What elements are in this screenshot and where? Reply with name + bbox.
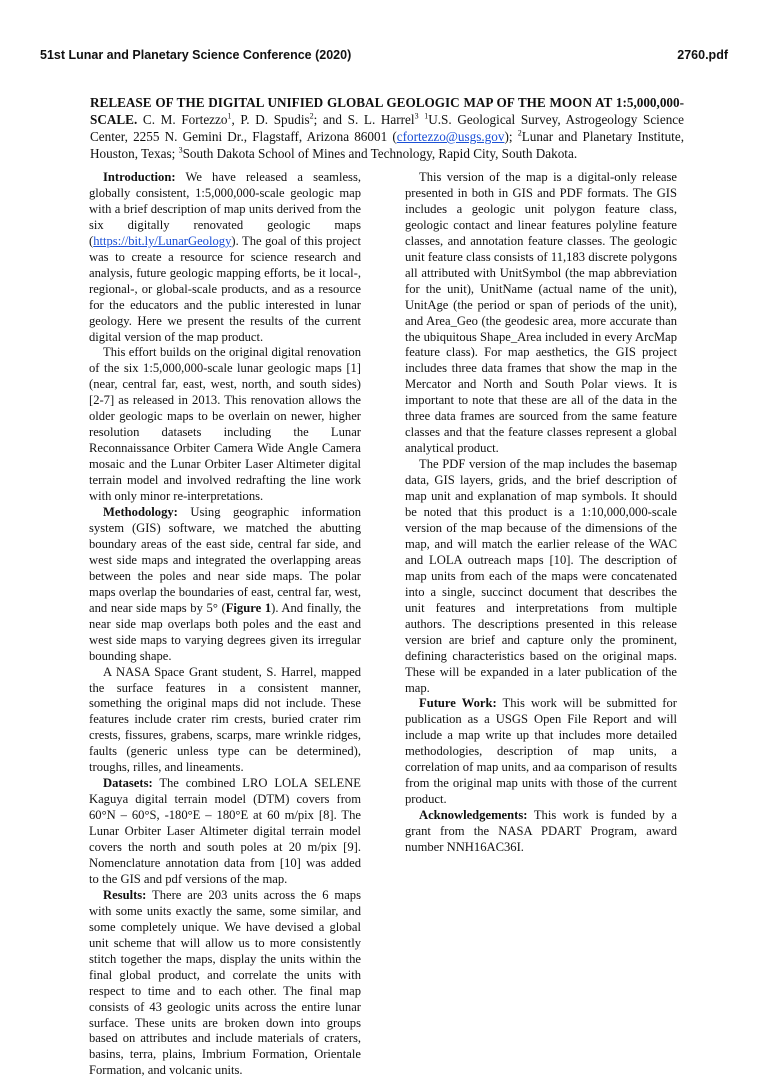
methodology-text-end: ). And finally, the near side map overlaps both poles and the east and west side maps to varying degrees given its irregular bounding shape. xyxy=(89,600,361,663)
author-3-affiliation-mark: 3 xyxy=(414,111,419,121)
author-2: , P. D. Spudis xyxy=(231,112,310,127)
acknowledgements-paragraph xyxy=(405,808,677,856)
affiliation-3-mark: 3 xyxy=(178,145,183,155)
future-work-heading: Future Work: xyxy=(419,696,497,711)
paper-title: RELEASE OF THE DIGITAL UNIFIED GLOBAL GEOLOGIC MAP OF THE MOON AT 1:5,000,000-SCALE. xyxy=(90,95,684,127)
datasets-heading: Datasets: xyxy=(103,776,153,791)
right-column xyxy=(405,170,677,856)
datasets-text: The combined LRO LOLA SELENE Kaguya digital terrain model (DTM) covers from 60°N – 60°S, -180°E – 180°E at 60 m/pix [8]. The Lunar Orbiter Laser Altimeter digital terrain model covers the north and south poles at 20 m/pix [9]. Nomenclature annotation data from [10] was added to the GIS and pdf versions of the map. xyxy=(89,776,361,886)
affiliation-3: South Dakota School of Mines and Technology, Rapid City, South Dakota. xyxy=(182,146,578,161)
results-heading: Results: xyxy=(103,887,147,902)
future-work-text: This work will be submitted for publication as a USGS Open File Report and will include a map write up that includes more detailed methodologies, description of map units, a correlation of map units, and aa comparison of results from the original map units with those of the current product. xyxy=(405,696,677,807)
pdf-version-paragraph: The PDF version of the map includes the basemap data, GIS layers, grids, and the brief description of map unit and explanation of map symbols. It should be noted that this product is a 1:10,000,000-scale version of the map because of the dimensions of the map, and will match the earlier release of the WAC and LOLA outreach maps [10]. The description of map units from each of the maps were concatenated into a single, succinct document that describes the unit features and interpretations from multiple authors. The descriptions presented in this release version are brief and capture only the prominent, defining characteristics based on the original maps. These will be expanded in a later publication of the map. xyxy=(405,457,677,695)
introduction-text-end: ). The goal of this project was to create a resource for science research and analysis, future geologic mapping efforts, be it local-, regional-, or global-scale products, and as a resource for the educators and the public interested in lunar geology. Here we present the results of the current digital version of the map product. xyxy=(89,233,361,344)
conference-name: 51st Lunar and Planetary Science Conference (2020) xyxy=(40,48,352,62)
datasets-paragraph xyxy=(89,776,361,888)
introduction-heading: Introduction: xyxy=(103,170,176,184)
affiliation-1: U.S. Geological Survey, Astrogeology Science Center, 2255 N. Gemini Dr., Flagstaff, Arizona 86001 ( xyxy=(90,112,684,144)
methodology-text: Using geographic information system (GIS) software, we matched the abutting boundary areas of the east side, central far side, and west side maps and integrated the overlapping areas between the poles and near side maps. The polar maps overlap the boundaries of east, central far, west, and near side maps by 5° ( xyxy=(89,505,361,615)
affiliation-2: Lunar and Planetary Institute, Houston, Texas; xyxy=(90,129,684,161)
author-1-affiliation-mark: 1 xyxy=(227,111,232,121)
acknowledgements-text: This work is funded by a grant from the NASA PDART Program, award number NNH16AC36I. xyxy=(405,808,677,855)
affiliation-2-mark: 2 xyxy=(517,128,522,138)
author-1: C. M. Fortezzo xyxy=(137,112,228,127)
introduction-text: We have released a seamless, globally consistent, 1:5,000,000-scale geologic map with a brief description of map units derived from the six digitally renovated geologic maps ( xyxy=(89,170,361,248)
methodology-paragraph xyxy=(89,505,361,665)
acknowledgements-heading: Acknowledgements: xyxy=(419,808,528,823)
figure-1-reference: Figure 1 xyxy=(225,600,272,615)
results-text: There are 203 units across the 6 maps with some units exactly the same, some similar, and some completely unique. We have devised a global unit scheme that will allow us to more consistently stitch together the maps, display the units within the final global product, and correlate the units with respect to time and to each other. The final map consists of 43 geologic units across the entire lunar surface. These units are broken down into groups based on attributes and include materials of craters, basins, terra, plains, Imbrium Formation, Orientale Formation, and volcanic units. xyxy=(89,887,361,1078)
affiliation-1-end: ); xyxy=(504,129,518,144)
space-grant-paragraph: A NASA Space Grant student, S. Harrel, mapped the surface features in a consistent manner, something the original maps did not include. These features include crater rim crests, buried crater rim crests, fissures, grabens, scarps, mare wrinkle ridges, faults (generic unless type can be determined), troughs, rilles, and lineaments. xyxy=(89,664,361,775)
introduction-paragraph xyxy=(89,170,361,345)
author-email-link[interactable]: cfortezzo@usgs.gov xyxy=(396,129,505,144)
title-block xyxy=(90,94,684,162)
file-name: 2760.pdf xyxy=(677,48,728,62)
results-paragraph xyxy=(89,888,361,1079)
left-column xyxy=(89,170,361,1079)
affiliation-1-mark: 1 xyxy=(424,111,429,121)
future-work-paragraph xyxy=(405,696,677,808)
release-version-paragraph: This version of the map is a digital-only release presented in both in GIS and PDF formats. The GIS includes a geologic unit polygon feature class, geologic contact and linear features polyline feature classes, and annotation feature classes. The geologic unit feature class consists of 11,183 discrete polygons all attributed with UnitSymbol (the map abbreviation for the unit), UnitName (actual name of the unit), UnitAge (the period or span of periods of the unit), and Area_Geo (the geodesic area, more accurate than the ubiquitous Shape_Area included in every ArcMap feature class). For map aesthetics, the GIS project includes three data frames that show the map in the Mercator and North and South Polar views. It is important to note that these are all of the data in the three data frames are sourced from the same feature classes and that the feature classes represent a global analytical product. xyxy=(405,170,677,456)
lunar-geology-link[interactable]: https://bit.ly/LunarGeology xyxy=(93,233,232,248)
author-3: ; and S. L. Harrel xyxy=(313,112,415,127)
methodology-heading: Methodology: xyxy=(103,505,178,520)
page-header xyxy=(40,48,728,66)
renovation-paragraph: This effort builds on the original digital renovation of the six 1:5,000,000-scale lunar geologic maps [1] (near, central far, east, west, north, and south sides) [2-7] as released in 2013. This renovation allows the older geologic maps to be overlain on newer, higher resolution datasets including the Lunar Reconnaissance Orbiter Camera Wide Angle Camera mosaic and the Lunar Orbiter Laser Altimeter digital terrain model and involved redrafting the line work with only minor re-interpretations. xyxy=(89,345,361,504)
author-2-affiliation-mark: 2 xyxy=(309,111,314,121)
